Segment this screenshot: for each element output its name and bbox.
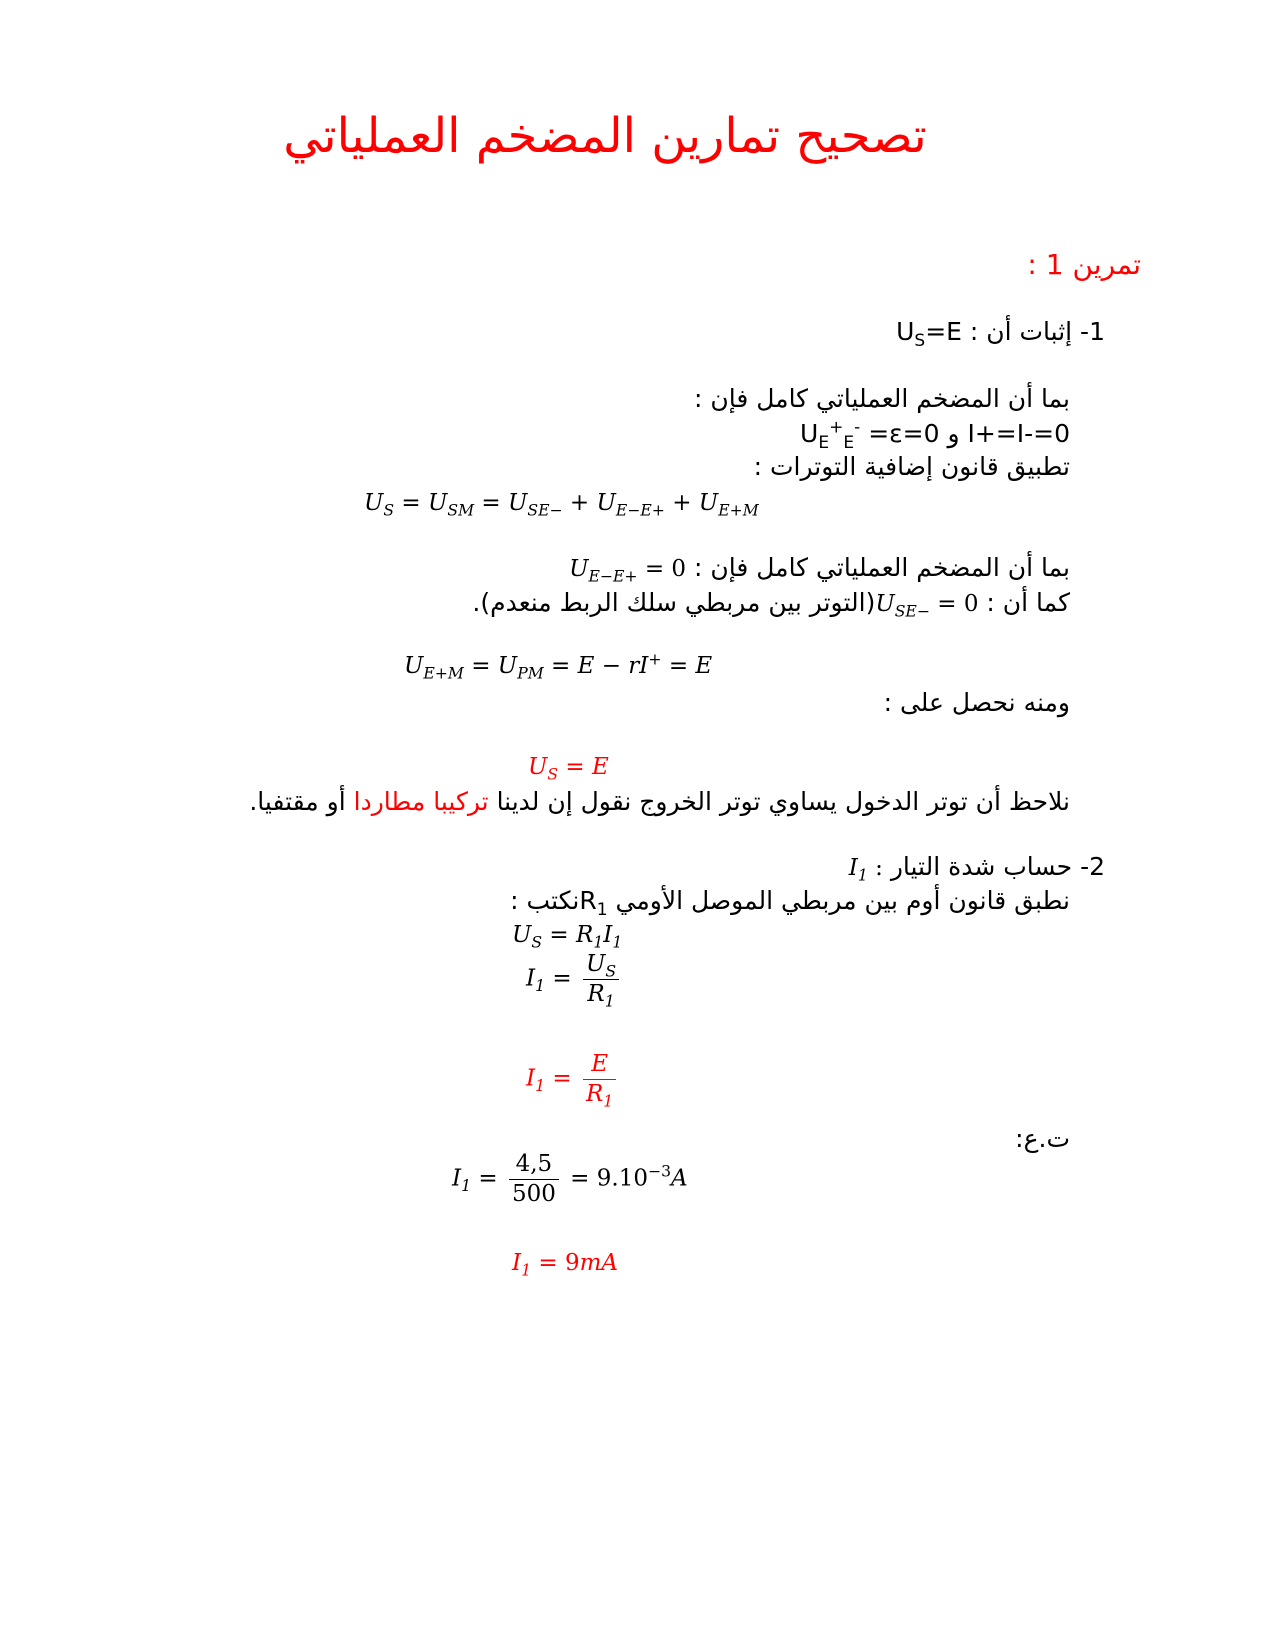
page-title: تصحيح تمارين المضخم العملياتي xyxy=(283,108,927,164)
part1-line5-b: (التوتر بين مربطي سلك الربط منعدم). xyxy=(472,588,876,617)
conclusion-text-a: نلاحظ أن توتر الدخول يساوي توتر الخروج نقول إن لدينا xyxy=(496,787,1070,816)
part2-heading-var: $I_1$ : xyxy=(848,855,883,885)
equation-zero-2: $U_{SE-} = 0$ xyxy=(875,591,979,621)
numeric-numerator: 4,5 xyxy=(509,1150,559,1180)
part1-line4 xyxy=(569,553,1070,586)
result-us-equals-e: $U_S = E$ xyxy=(528,754,609,784)
part2-heading-text: 2- حساب شدة التيار xyxy=(890,852,1105,881)
numeric-value: 9.10 xyxy=(596,1165,648,1192)
equation-ohm: $U_S = R_1I_1$ xyxy=(512,922,623,952)
part1-heading-formula: $U_S=E$ xyxy=(896,317,962,351)
fraction-numeric xyxy=(509,1150,559,1209)
numeric-exponent: −3 xyxy=(647,1161,672,1181)
fraction-e-over-r1: $\frac{E}{R_1}$ xyxy=(583,1050,616,1109)
equation-em: $U_{E+M} = U_{PM} = E - rI^+ = E$ xyxy=(404,649,713,683)
exercise-label: تمرين 1 : xyxy=(1027,248,1141,281)
conclusion-highlight: تركيبا مطاردا xyxy=(353,787,489,816)
part1-line3: تطبيق قانون إضافية التوترات : xyxy=(753,452,1070,481)
equation-i1: $I_1$ = $\frac{U_S}{R_1}$ xyxy=(526,950,623,1009)
part1-heading xyxy=(896,317,1105,351)
result-i1-formula: $I_1$ = $\frac{E}{R_1}$ xyxy=(526,1050,620,1109)
part1-heading-text: 1- إثبات أن : xyxy=(969,317,1105,346)
part1-line6: ومنه نحصل على : xyxy=(883,688,1070,717)
part2-line1: نطبق قانون أوم بين مربطي الموصل الأومي $R_1نكتب$ : xyxy=(510,886,1070,920)
part1-line5-a: كما أن : xyxy=(986,588,1070,617)
equation-zero-1: $U_{E-E+} = 0$ xyxy=(569,556,687,586)
conclusion-text-b: أو مقتفيا. xyxy=(249,787,346,816)
numeric-denominator: 500 xyxy=(511,1180,556,1207)
final-result: $I_1 = 9mA$ xyxy=(512,1250,618,1280)
fraction-us-over-r1: $\frac{U_S}{R_1}$ xyxy=(583,950,619,1009)
part1-line4-text: بما أن المضخم العملياتي كامل فإن : xyxy=(694,553,1070,582)
numeric-unit: A xyxy=(671,1165,688,1192)
part1-line5 xyxy=(472,588,1070,621)
numeric-label: ت.ع: xyxy=(1015,1124,1070,1153)
equation-voltage-sum: $U_S = U_{SM} = U_{SE-} + U_{E-E+} + U_{E+M}$ xyxy=(364,490,759,520)
part1-line2: $U_E^+_E^- =\varepsilon=0$ و I+=I-=0 xyxy=(800,417,1070,453)
equation-numeric: $I_1$ = $\frac{4,5}{500}$ = $9.10^{-3}A$ xyxy=(452,1151,688,1207)
part2-heading xyxy=(848,852,1105,885)
part1-conclusion xyxy=(249,787,1070,816)
part1-line1: بما أن المضخم العملياتي كامل فإن : xyxy=(694,384,1070,413)
